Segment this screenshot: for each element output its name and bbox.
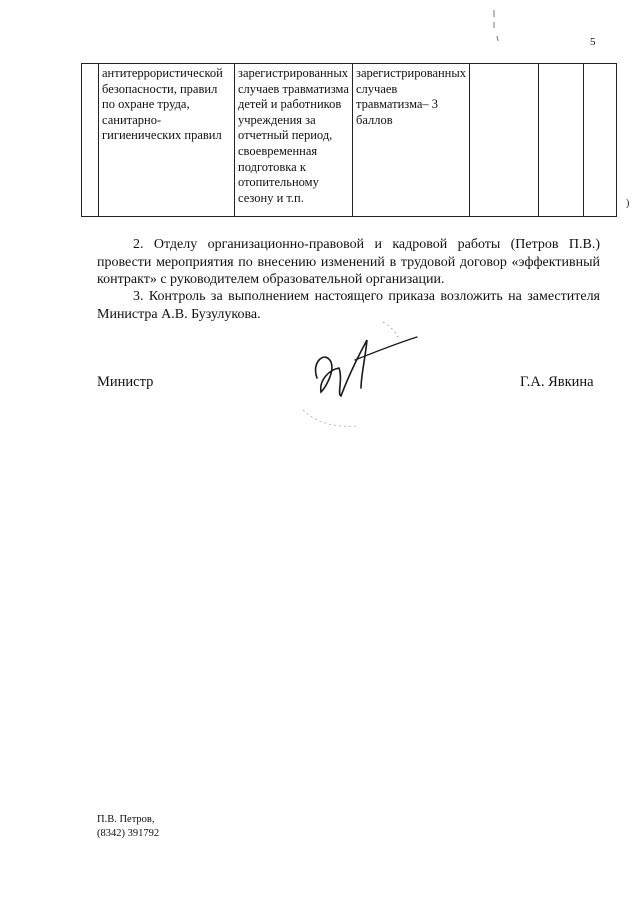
- page-number: 5: [590, 36, 596, 48]
- table-cell-score: зарегистрированных случаев травматизма– 3 баллов: [353, 64, 470, 217]
- paragraph-3: 3. Контроль за выполнением настоящего приказа возложить на заместителя Министра А.В. Бузулукова.: [97, 289, 600, 322]
- paragraph-2: 2. Отделу организационно-правовой и кадровой работы (Петров П.В.) провести мероприятия по внесению изменений в трудовой договор «эффективный контракт» с руководителем образовательной организации.: [97, 237, 600, 287]
- table-cell: [539, 64, 584, 217]
- scan-marks: [488, 8, 508, 48]
- footer-author: П.В. Петров,: [97, 814, 155, 825]
- handwritten-signature: [295, 310, 435, 440]
- table-cell-criterion: антитеррористической безопасности, правил по охране труда, санитарно-гигиенических правил: [99, 64, 235, 217]
- criteria-table: [81, 63, 617, 217]
- table-cell-indicator: зарегистрированных случаев травматизма детей и работников учреждения за отчетный период, своевременная подготовка к отопительному сезону и т.п.: [235, 64, 353, 217]
- table-row: [82, 64, 617, 217]
- table-cell: [470, 64, 539, 217]
- table-cell: [584, 64, 617, 217]
- margin-mark: ): [626, 198, 630, 209]
- signatory-title: Министр: [97, 374, 154, 390]
- signatory-name: Г.А. Явкина: [520, 374, 594, 390]
- table-cell: [82, 64, 99, 217]
- footer-phone: (8342) 391792: [97, 828, 160, 839]
- footer-contact: [97, 813, 159, 841]
